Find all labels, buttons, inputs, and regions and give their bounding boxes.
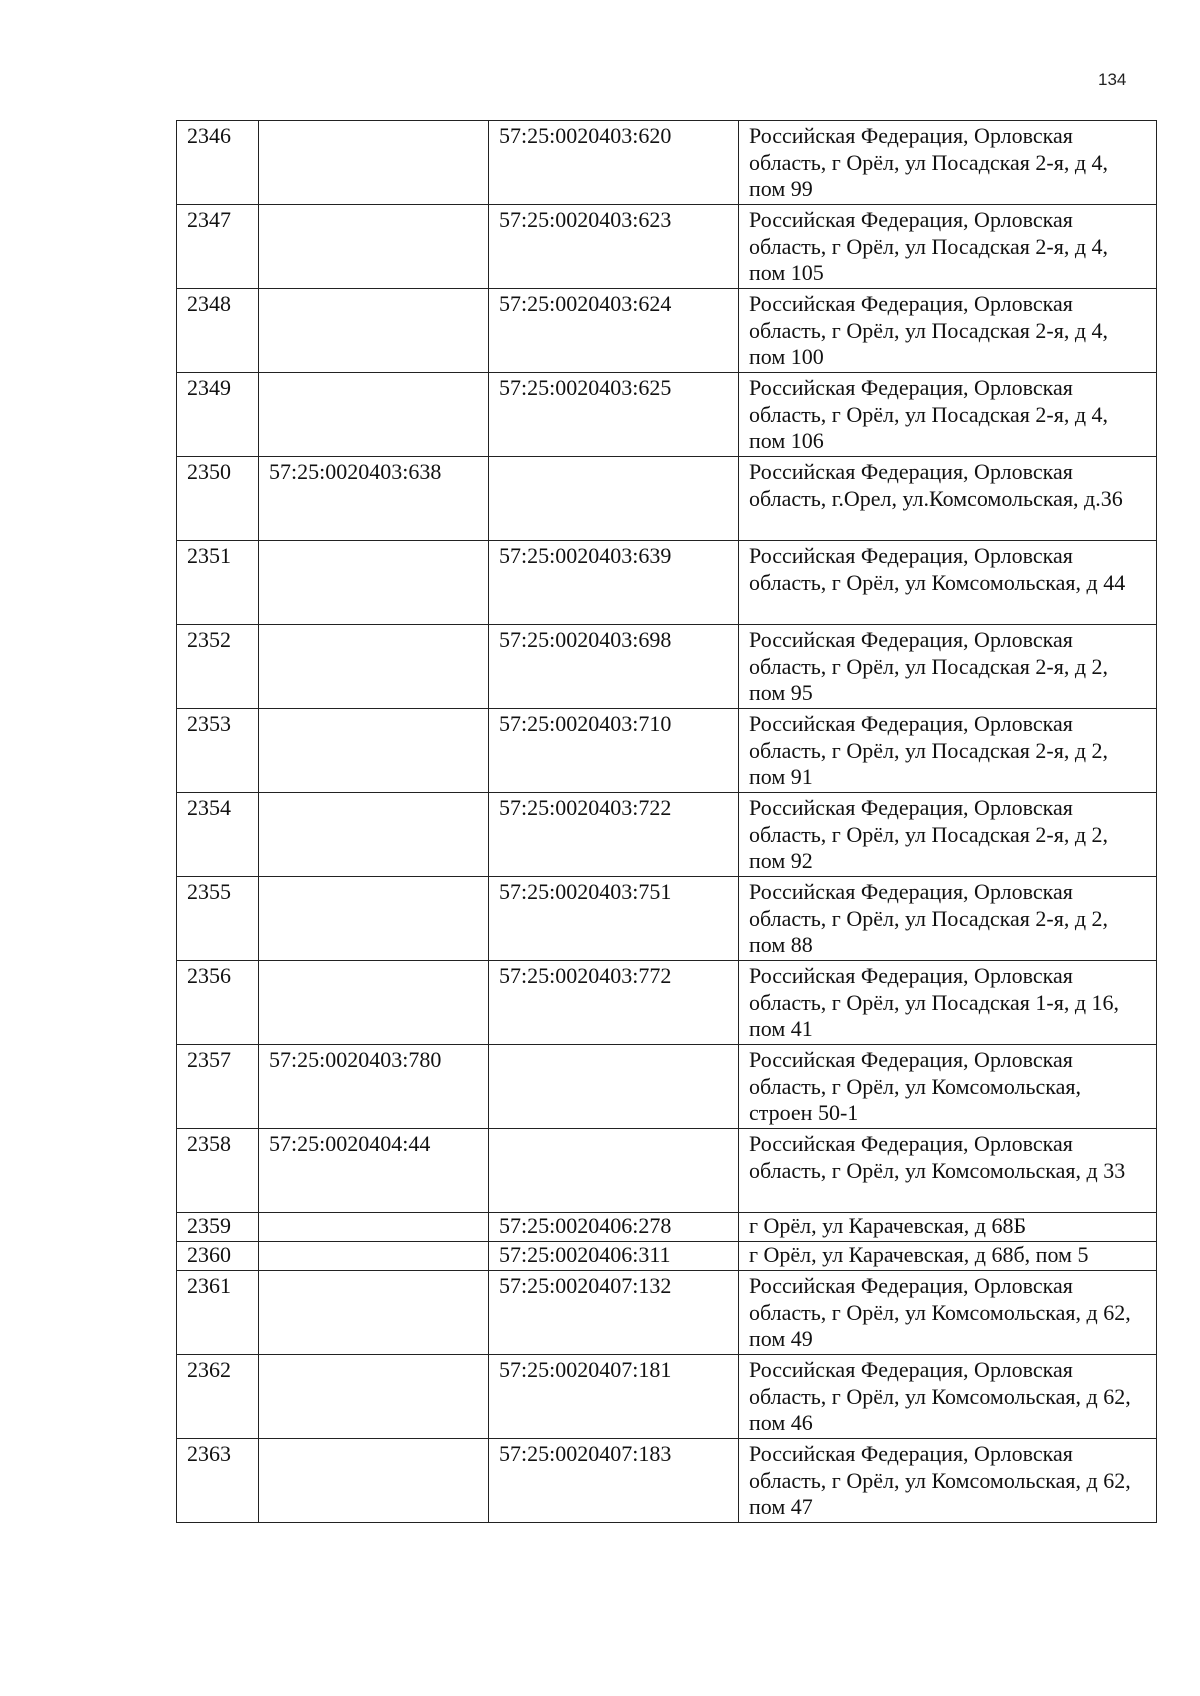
- object-cadastral-number-cell: 57:25:0020406:311: [489, 1242, 739, 1271]
- land-parcel-number-cell: [259, 961, 489, 1045]
- table-row: [177, 625, 1157, 709]
- object-cadastral-number-cell: 57:25:0020403:625: [489, 373, 739, 457]
- object-cadastral-number-cell: 57:25:0020403:751: [489, 877, 739, 961]
- row-number-cell: 2356: [177, 961, 259, 1045]
- row-number-cell: 2351: [177, 541, 259, 625]
- row-number-cell: 2354: [177, 793, 259, 877]
- table-row: [177, 1439, 1157, 1523]
- table-row: [177, 541, 1157, 625]
- object-cadastral-number-cell: 57:25:0020403:639: [489, 541, 739, 625]
- table-row: [177, 1213, 1157, 1242]
- table-row: [177, 1271, 1157, 1355]
- address-cell: Российская Федерация, Орловская область, г Орёл, ул Посадская 2-я, д 4, пом 100: [739, 289, 1157, 373]
- table-row: [177, 877, 1157, 961]
- table-row: [177, 121, 1157, 205]
- address-cell: Российская Федерация, Орловская область, г Орёл, ул Комсомольская, д 62, пом 46: [739, 1355, 1157, 1439]
- registry-table: [176, 120, 1157, 1523]
- address-cell: Российская Федерация, Орловская область, г Орёл, ул Посадская 2-я, д 4, пом 99: [739, 121, 1157, 205]
- row-number-cell: 2352: [177, 625, 259, 709]
- land-parcel-number-cell: [259, 205, 489, 289]
- row-number-cell: 2358: [177, 1129, 259, 1213]
- table-row: [177, 1355, 1157, 1439]
- object-cadastral-number-cell: 57:25:0020407:181: [489, 1355, 739, 1439]
- object-cadastral-number-cell: 57:25:0020403:698: [489, 625, 739, 709]
- page-number: 134: [1098, 70, 1127, 89]
- address-cell: Российская Федерация, Орловская область, г Орёл, ул Посадская 2-я, д 2, пом 88: [739, 877, 1157, 961]
- address-cell: Российская Федерация, Орловская область, г Орёл, ул Посадская 2-я, д 2, пом 91: [739, 709, 1157, 793]
- object-cadastral-number-cell: 57:25:0020403:624: [489, 289, 739, 373]
- land-parcel-number-cell: [259, 1355, 489, 1439]
- table-row: [177, 1045, 1157, 1129]
- land-parcel-number-cell: [259, 541, 489, 625]
- row-number-cell: 2357: [177, 1045, 259, 1129]
- land-parcel-number-cell: [259, 877, 489, 961]
- table-row: [177, 1129, 1157, 1213]
- row-number-cell: 2346: [177, 121, 259, 205]
- address-cell: Российская Федерация, Орловская область, г Орёл, ул Комсомольская, д 33: [739, 1129, 1157, 1213]
- row-number-cell: 2359: [177, 1213, 259, 1242]
- land-parcel-number-cell: 57:25:0020403:638: [259, 457, 489, 541]
- address-cell: Российская Федерация, Орловская область, г Орёл, ул Комсомольская, д 44: [739, 541, 1157, 625]
- object-cadastral-number-cell: 57:25:0020403:623: [489, 205, 739, 289]
- address-cell: г Орёл, ул Карачевская, д 68Б: [739, 1213, 1157, 1242]
- object-cadastral-number-cell: 57:25:0020407:132: [489, 1271, 739, 1355]
- row-number-cell: 2350: [177, 457, 259, 541]
- address-cell: Российская Федерация, Орловская область, г Орёл, ул Комсомольская, д 62, пом 49: [739, 1271, 1157, 1355]
- land-parcel-number-cell: [259, 1242, 489, 1271]
- land-parcel-number-cell: 57:25:0020403:780: [259, 1045, 489, 1129]
- table-row: [177, 373, 1157, 457]
- row-number-cell: 2353: [177, 709, 259, 793]
- table-row: [177, 205, 1157, 289]
- row-number-cell: 2360: [177, 1242, 259, 1271]
- address-cell: Российская Федерация, Орловская область, г Орёл, ул Комсомольская, д 62, пом 47: [739, 1439, 1157, 1523]
- object-cadastral-number-cell: 57:25:0020406:278: [489, 1213, 739, 1242]
- row-number-cell: 2355: [177, 877, 259, 961]
- address-cell: Российская Федерация, Орловская область, г Орёл, ул Комсомольская, строен 50-1: [739, 1045, 1157, 1129]
- table-row: [177, 1242, 1157, 1271]
- table-row: [177, 961, 1157, 1045]
- land-parcel-number-cell: [259, 373, 489, 457]
- land-parcel-number-cell: [259, 1213, 489, 1242]
- object-cadastral-number-cell: 57:25:0020403:620: [489, 121, 739, 205]
- row-number-cell: 2363: [177, 1439, 259, 1523]
- land-parcel-number-cell: [259, 625, 489, 709]
- row-number-cell: 2347: [177, 205, 259, 289]
- land-parcel-number-cell: 57:25:0020404:44: [259, 1129, 489, 1213]
- address-cell: Российская Федерация, Орловская область, г Орёл, ул Посадская 1-я, д 16, пом 41: [739, 961, 1157, 1045]
- address-cell: Российская Федерация, Орловская область, г.Орел, ул.Комсомольская, д.36: [739, 457, 1157, 541]
- object-cadastral-number-cell: 57:25:0020407:183: [489, 1439, 739, 1523]
- object-cadastral-number-cell: 57:25:0020403:722: [489, 793, 739, 877]
- object-cadastral-number-cell: 57:25:0020403:772: [489, 961, 739, 1045]
- land-parcel-number-cell: [259, 289, 489, 373]
- object-cadastral-number-cell: [489, 457, 739, 541]
- row-number-cell: 2361: [177, 1271, 259, 1355]
- row-number-cell: 2362: [177, 1355, 259, 1439]
- address-cell: Российская Федерация, Орловская область, г Орёл, ул Посадская 2-я, д 4, пом 106: [739, 373, 1157, 457]
- address-cell: Российская Федерация, Орловская область, г Орёл, ул Посадская 2-я, д 2, пом 92: [739, 793, 1157, 877]
- land-parcel-number-cell: [259, 709, 489, 793]
- table-row: [177, 793, 1157, 877]
- object-cadastral-number-cell: [489, 1045, 739, 1129]
- row-number-cell: 2348: [177, 289, 259, 373]
- address-cell: Российская Федерация, Орловская область, г Орёл, ул Посадская 2-я, д 2, пом 95: [739, 625, 1157, 709]
- table-row: [177, 289, 1157, 373]
- object-cadastral-number-cell: [489, 1129, 739, 1213]
- table-row: [177, 709, 1157, 793]
- object-cadastral-number-cell: 57:25:0020403:710: [489, 709, 739, 793]
- land-parcel-number-cell: [259, 1439, 489, 1523]
- address-cell: Российская Федерация, Орловская область, г Орёл, ул Посадская 2-я, д 4, пом 105: [739, 205, 1157, 289]
- row-number-cell: 2349: [177, 373, 259, 457]
- registry-table-body: [177, 121, 1157, 1523]
- address-cell: г Орёл, ул Карачевская, д 68б, пом 5: [739, 1242, 1157, 1271]
- table-row: [177, 457, 1157, 541]
- land-parcel-number-cell: [259, 793, 489, 877]
- land-parcel-number-cell: [259, 1271, 489, 1355]
- land-parcel-number-cell: [259, 121, 489, 205]
